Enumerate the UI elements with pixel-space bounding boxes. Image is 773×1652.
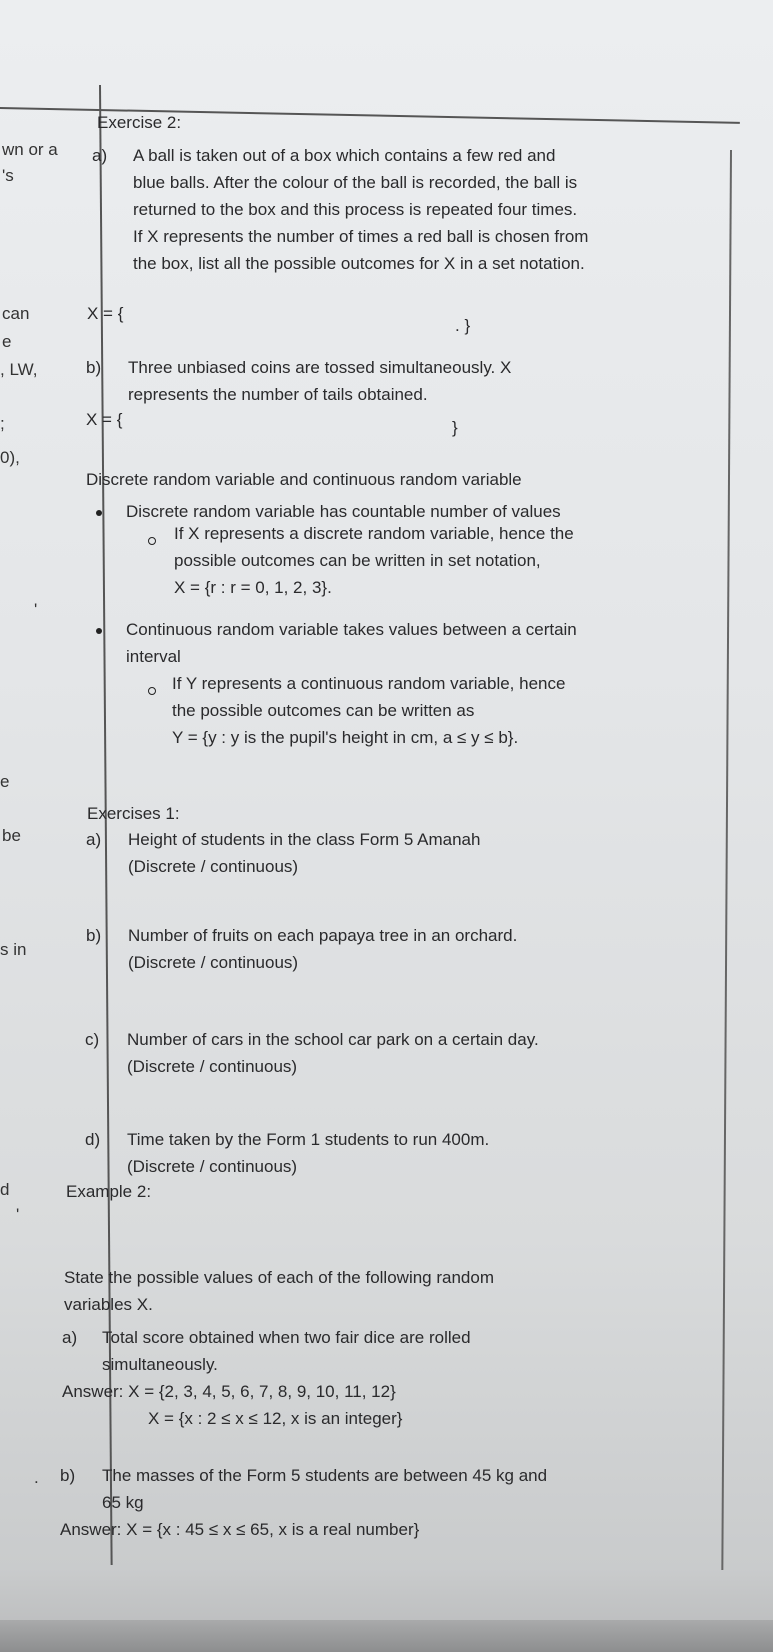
bullet-icon xyxy=(96,628,102,634)
item-text: 65 kg xyxy=(102,1493,144,1512)
left-fragment: can xyxy=(2,304,30,323)
exercise2-title: Exercise 2: xyxy=(97,113,182,132)
exercise2-a-answer-close: . } xyxy=(455,316,471,335)
answer-line: X = {x : 2 ≤ x ≤ 12, x is an integer} xyxy=(148,1409,403,1428)
item-text: simultaneously. xyxy=(102,1355,218,1374)
left-fragment: . xyxy=(34,1468,39,1487)
exercise2-b-label: b) xyxy=(86,358,102,377)
example2-b xyxy=(60,1462,547,1543)
answer-line: Answer: X = {2, 3, 4, 5, 6, 7, 8, 9, 10, 11, 12} xyxy=(62,1382,396,1401)
table-right-border xyxy=(721,150,731,1570)
left-fragment: d xyxy=(0,1180,10,1199)
note-line: the possible outcomes can be written as xyxy=(172,701,475,720)
circle-bullet-icon xyxy=(148,680,174,700)
continuous-bullet xyxy=(96,616,577,670)
left-fragment: be xyxy=(2,826,21,845)
page-edge-shadow xyxy=(0,1620,773,1652)
bullet-text: Discrete random variable has countable number of values xyxy=(126,502,561,521)
exercise2-a-answer-open: X = { xyxy=(87,304,124,323)
item-label: d) xyxy=(85,1130,101,1149)
note-line: Y = {y : y is the pupil's height in cm, a ≤ y ≤ b}. xyxy=(172,728,519,747)
question-line: returned to the box and this process is repeated four times. xyxy=(133,200,578,219)
question-line: the box, list all the possible outcomes for X in a set notation. xyxy=(133,254,585,273)
item-text: Time taken by the Form 1 students to run 400m. xyxy=(127,1130,490,1149)
item-label: b) xyxy=(86,926,102,945)
example2-a xyxy=(62,1324,471,1432)
left-fragment: e xyxy=(0,772,10,791)
note-line: If Y represents a continuous random variable, hence xyxy=(172,674,566,693)
left-fragment: ' xyxy=(34,600,38,619)
exercise2-a-label: a) xyxy=(92,146,108,165)
exercise2-b-answer-open: X = { xyxy=(86,410,123,429)
bullet-text: interval xyxy=(126,647,181,666)
item-choice[interactable]: (Discrete / continuous) xyxy=(128,857,299,876)
item-text: Total score obtained when two fair dice are rolled xyxy=(102,1328,471,1347)
notes-heading: Discrete random variable and continuous random variable xyxy=(86,470,522,489)
left-fragment: ; xyxy=(0,414,5,433)
left-fragment: , LW, xyxy=(0,360,38,379)
exercise-item xyxy=(85,1126,489,1180)
item-choice[interactable]: (Discrete / continuous) xyxy=(127,1057,298,1076)
left-fragment: e xyxy=(2,332,12,351)
item-text: Height of students in the class Form 5 Amanah xyxy=(128,830,481,849)
bullet-text: Continuous random variable takes values between a certain xyxy=(126,620,577,639)
item-text: Number of cars in the school car park on a certain day. xyxy=(127,1030,539,1049)
item-choice[interactable]: (Discrete / continuous) xyxy=(128,953,299,972)
item-text: The masses of the Form 5 students are between 45 kg and xyxy=(102,1466,548,1485)
left-fragment: ' xyxy=(16,1205,20,1224)
exercise2-b-answer-close: } xyxy=(452,418,458,437)
intro-line: State the possible values of each of the following random xyxy=(64,1268,494,1287)
exercise-item xyxy=(86,826,480,880)
left-fragment: s in xyxy=(0,940,27,959)
left-fragment: wn or a xyxy=(2,140,58,159)
item-label: c) xyxy=(85,1030,100,1049)
bullet-icon xyxy=(96,510,102,516)
exercise-item xyxy=(85,1026,539,1080)
item-choice[interactable]: (Discrete / continuous) xyxy=(127,1157,298,1176)
example2-title: Example 2: xyxy=(66,1182,152,1201)
exercises1-title: Exercises 1: xyxy=(87,804,180,823)
continuous-sub xyxy=(172,670,565,751)
left-fragment: 's xyxy=(2,166,14,185)
question-line: Three unbiased coins are tossed simultaneously. X xyxy=(128,358,512,377)
question-line: If X represents the number of times a red ball is chosen from xyxy=(133,227,589,246)
note-line: possible outcomes can be written in set notation, xyxy=(174,551,541,570)
note-line: X = {r : r = 0, 1, 2, 3}. xyxy=(174,578,332,597)
exercise2-b-question xyxy=(128,354,511,408)
note-line: If X represents a discrete random variable, hence the xyxy=(174,524,574,543)
discrete-sub xyxy=(174,520,574,601)
discrete-bullet xyxy=(96,502,561,522)
exercise-item xyxy=(86,922,517,976)
question-line: represents the number of tails obtained. xyxy=(128,385,428,404)
question-line: A ball is taken out of a box which contains a few red and xyxy=(133,146,556,165)
example2-intro xyxy=(64,1264,494,1318)
question-line: blue balls. After the colour of the ball is recorded, the ball is xyxy=(133,173,578,192)
item-label: b) xyxy=(60,1466,76,1485)
circle-bullet-icon xyxy=(148,530,174,550)
intro-line: variables X. xyxy=(64,1295,153,1314)
item-label: a) xyxy=(86,830,102,849)
answer-line: Answer: X = {x : 45 ≤ x ≤ 65, x is a real number} xyxy=(60,1520,420,1539)
left-fragment: 0), xyxy=(0,448,20,467)
item-label: a) xyxy=(62,1328,78,1347)
item-text: Number of fruits on each papaya tree in an orchard. xyxy=(128,926,518,945)
exercise2-a-question xyxy=(133,142,588,277)
